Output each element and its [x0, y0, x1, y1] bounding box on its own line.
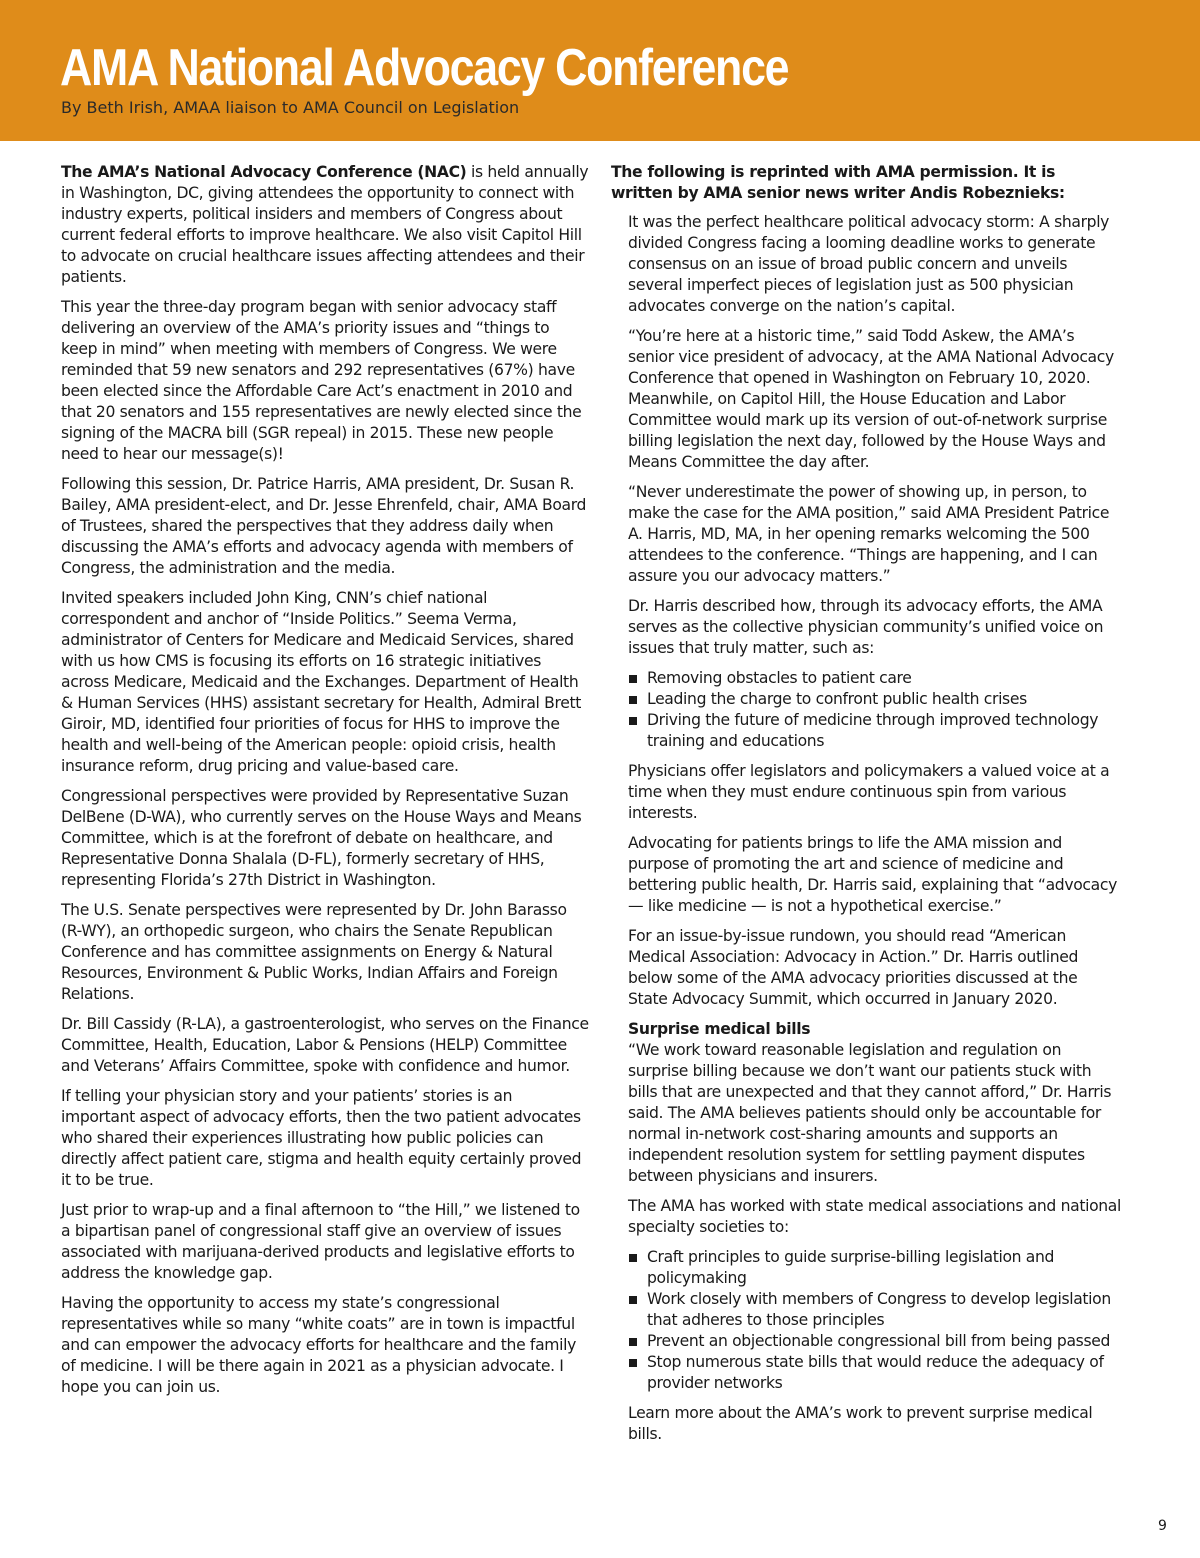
paragraph: This year the three-day program began with senior advocacy staff delivering an overview of the AMA’s priority issues and “things to keep in mind” when meeting with members of Congress. We were reminded that 59 new senators and 292 representatives (67%) have been elected since the Affordable Care Act’s enactment in 2010 and that 20 senators and 155 representatives are newly elected since the signing of the MACRA bill (SGR repeal) in 2015. These new people need to hear our message(s)!	[61, 298, 582, 463]
paragraph: Having the opportunity to access my state’s congressional representatives while so many “white coats” are in town is impactful and can empower the advocacy efforts for healthcare and the family of medicine. I will be there again in 2021 as a physician advocate. I hope you can join us.	[61, 1294, 576, 1396]
paragraph: Following this session, Dr. Patrice Harris, AMA president, Dr. Susan R. Bailey, AMA president-elect, and Dr. Jesse Ehrenfeld, chair, AMA Board of Trustees, shared the perspectives that they address daily when discussing the AMA’s efforts and advocacy agenda with members of Congress, the administration and the media.	[61, 475, 587, 577]
square-bullet-icon	[629, 696, 637, 704]
paragraph: Congressional perspectives were provided by Representative Suzan DelBene (D-WA), who currently serves on the House Ways and Means Committee, which is at the forefront of debate on healthcare, and Representative Donna Shalala (D-FL), formerly secretary of HHS, representing Florida’s 27th District in Washington.	[61, 787, 582, 889]
paragraph	[61, 162, 589, 288]
paragraph: “Never underestimate the power of showing up, in person, to make the case for the AMA position,” said AMA President Patrice A. Harris, MD, MA, in her opening remarks welcoming the 500 attendees to the conference. “Things are happening, and I can assure you our advocacy matters.”	[628, 483, 1110, 585]
paragraph: Just prior to wrap-up and a final afternoon to “the Hill,” we listened to a bipartisan panel of congressional staff give an overview of issues associated with marijuana-derived products and legislative efforts to address the knowledge gap.	[61, 1201, 580, 1282]
header-banner	[0, 0, 1200, 141]
list-item-text: Craft principles to guide surprise-billing legislation and policymaking	[647, 1248, 1055, 1287]
section-subheading: Surprise medical bills	[628, 1020, 811, 1038]
paragraph: Learn more about the AMA’s work to prevent surprise medical bills.	[628, 1404, 1093, 1443]
bullet-list	[628, 1247, 1121, 1394]
page-title: AMA National Advocacy Conference	[60, 39, 789, 97]
list-item	[628, 1289, 1121, 1331]
page-number: 9	[1158, 1518, 1167, 1534]
paragraph: “We work toward reasonable legislation and regulation on surprise billing because we don’t want our patients stuck with bills that are unexpected and that they cannot afford,” Dr. Harris said. The AMA believes patients should only be accountable for normal in-network cost-sharing amounts and supports an independent resolution system for settling payment disputes between physicians and insurers.	[628, 1041, 1112, 1185]
paragraph: Advocating for patients brings to life the AMA mission and purpose of promoting the art and science of medicine and bettering public health, Dr. Harris said, explaining that “advocacy — like medicine — is not a hypothetical exercise.”	[628, 834, 1117, 915]
paragraph: “You’re here at a historic time,” said Todd Askew, the AMA’s senior vice president of advocacy, at the AMA National Advocacy Conference that opened in Washington on February 10, 2020. Meanwhile, on Capitol Hill, the House Education and Labor Committee would mark up its version of out-of-network surprise billing legislation the next day, followed by the House Ways and Means Committee the day after.	[628, 327, 1114, 471]
square-bullet-icon	[629, 1359, 637, 1367]
list-item	[628, 1331, 1121, 1352]
square-bullet-icon	[629, 717, 637, 725]
list-item	[628, 689, 1121, 710]
byline: By Beth Irish, AMAA liaison to AMA Council on Legislation	[61, 98, 520, 117]
list-item-text: Stop numerous state bills that would reduce the adequacy of provider networks	[647, 1353, 1104, 1392]
paragraph: Dr. Bill Cassidy (R-LA), a gastroenterologist, who serves on the Finance Committee, Health, Education, Labor & Pensions (HELP) Committee and Veterans’ Affairs Committee, spoke with confidence and humor.	[61, 1015, 589, 1075]
paragraph: Dr. Harris described how, through its advocacy efforts, the AMA serves as the collective physician community’s unified voice on issues that truly matter, such as:	[628, 597, 1104, 657]
list-item	[628, 1352, 1121, 1394]
bullet-list	[628, 668, 1121, 752]
list-item-text: Removing obstacles to patient care	[647, 669, 912, 687]
paragraph: The U.S. Senate perspectives were represented by Dr. John Barasso (R-WY), an orthopedic surgeon, who chairs the Senate Republican Conference and has committee assignments on Energy & Natural Resources, Environment & Public Works, Indian Affairs and Foreign Relations.	[61, 901, 567, 1003]
left-column	[61, 162, 589, 1407]
square-bullet-icon	[629, 1338, 637, 1346]
paragraph: It was the perfect healthcare political advocacy storm: A sharply divided Congress facing a looming deadline works to generate consensus on an issue of broad public concern and unveils several imperfect pieces of legislation just as 500 physician advocates converge on the nation’s capital.	[628, 213, 1110, 315]
list-item-text: Prevent an objectionable congressional bill from being passed	[647, 1332, 1111, 1350]
paragraph: If telling your physician story and your patients’ stories is an important aspect of advocacy efforts, then the two patient advocates who shared their experiences illustrating how public policies can directly affect patient care, stigma and health equity certainly proved it to be true.	[61, 1087, 582, 1189]
square-bullet-icon	[629, 1296, 637, 1304]
paragraph: Physicians offer legislators and policymakers a valued voice at a time when they must endure continuous spin from various interests.	[628, 762, 1110, 822]
right-column	[611, 162, 1121, 1454]
list-item	[628, 1247, 1121, 1289]
list-item	[628, 710, 1121, 752]
list-item-text: Work closely with members of Congress to develop legislation that adheres to those principles	[647, 1290, 1111, 1329]
list-item-text: Driving the future of medicine through improved technology training and educations	[647, 711, 1099, 750]
square-bullet-icon	[629, 1254, 637, 1262]
square-bullet-icon	[629, 675, 637, 683]
paragraph-text: is held annually in Washington, DC, giving attendees the opportunity to connect with industry experts, political insiders and members of Congress about current federal efforts to improve healthcare. We also visit Capitol Hill to advocate on crucial healthcare issues affecting attendees and their patients.	[61, 163, 589, 286]
list-item	[628, 668, 1121, 689]
paragraph: For an issue-by-issue rundown, you should read “American Medical Association: Advocacy in Action.” Dr. Harris outlined below some of the AMA advocacy priorities discussed at the State Advocacy Summit, which occurred in January 2020.	[628, 927, 1079, 1008]
list-item-text: Leading the charge to confront public health crises	[647, 690, 1027, 708]
paragraph: The AMA has worked with state medical associations and national specialty societies to:	[628, 1197, 1121, 1236]
paragraph: Invited speakers included John King, CNN’s chief national correspondent and anchor of “Inside Politics.” Seema Verma, administrator of Centers for Medicare and Medicaid Services, shared with us how CMS is focusing its efforts on 16 strategic initiatives across Medicare, Medicaid and the Exchanges. Department of Health & Human Services (HHS) assistant secretary for Health, Admiral Brett Giroir, MD, identified four priorities of focus for HHS to improve the health and well-being of the American people: opioid crisis, health insurance reform, drug pricing and value-based care.	[61, 589, 581, 775]
reprint-note: The following is reprinted with AMA permission. It is written by AMA senior news writer Andis Robeznieks:	[611, 163, 1065, 202]
lead-in: The AMA’s National Advocacy Conference (NAC)	[61, 163, 467, 181]
